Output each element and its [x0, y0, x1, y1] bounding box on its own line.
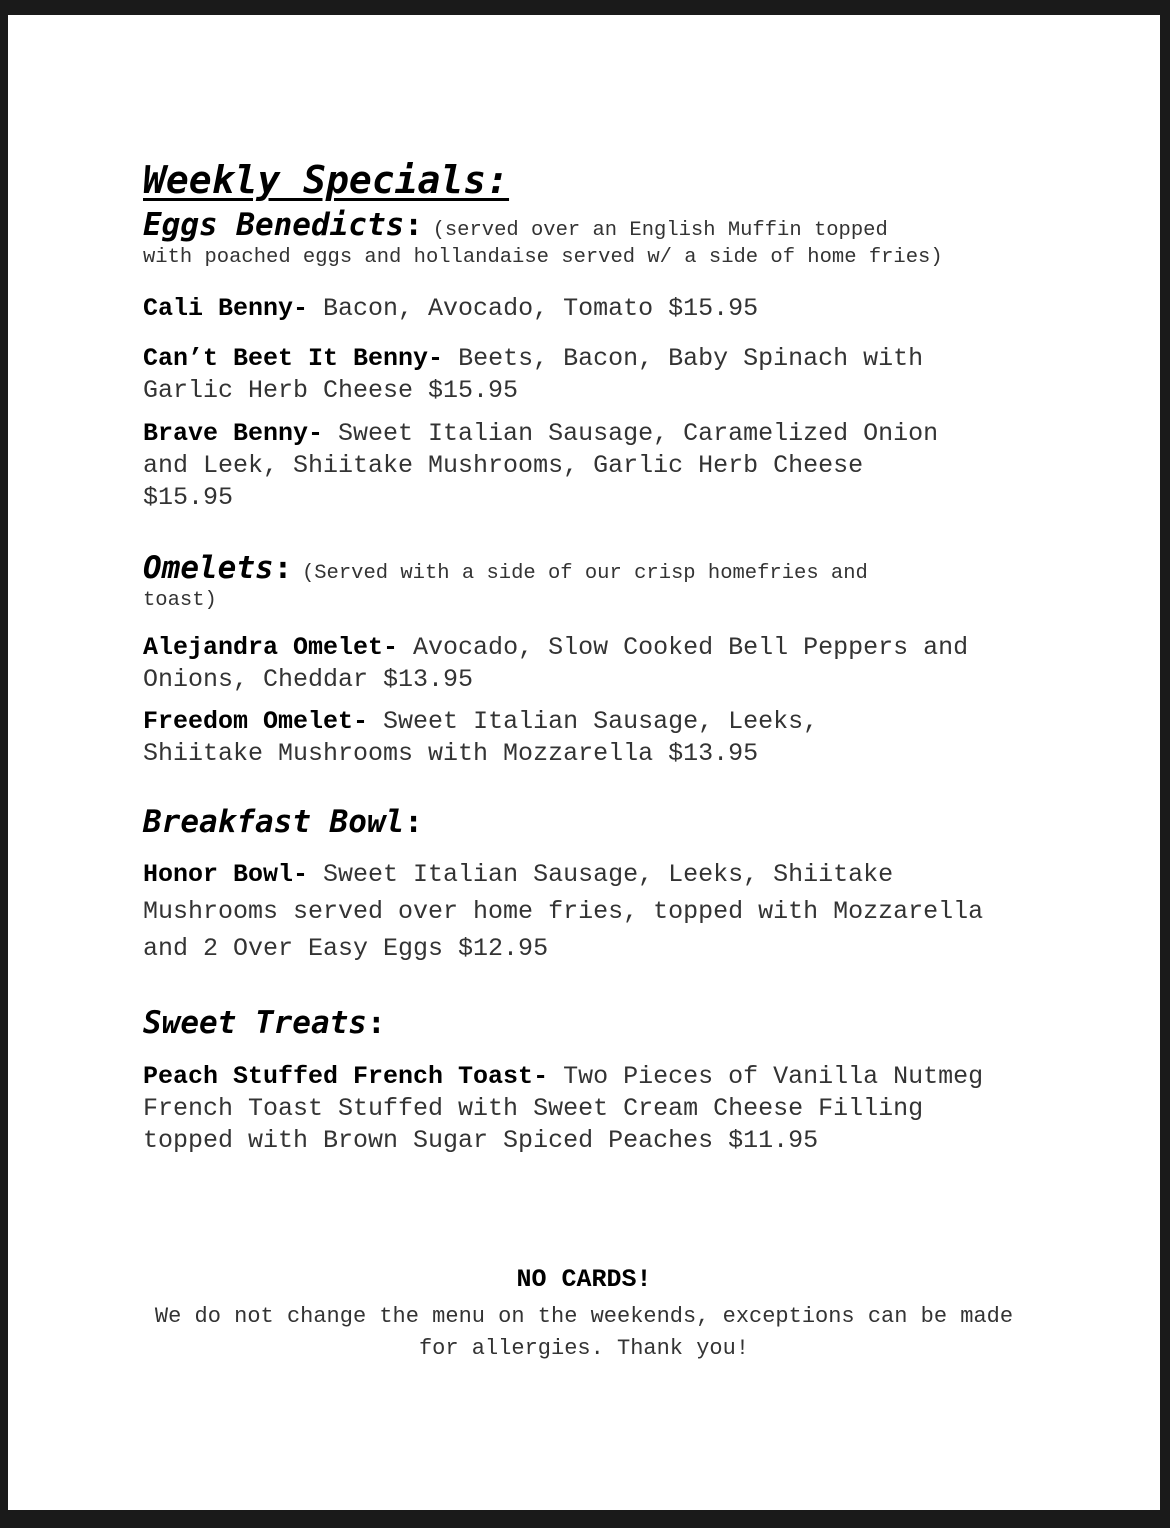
no-cards-notice: NO CARDS! — [516, 1265, 652, 1294]
section-eggs-benedicts — [143, 207, 1023, 514]
menu-content — [143, 155, 1023, 1157]
menu-footer — [8, 1263, 1160, 1365]
section-colon: : — [273, 550, 293, 586]
menu-item-desc: Sweet Italian Sausage, Leeks, Shiitake Mushrooms with Mozzarella $13.95 — [143, 707, 819, 768]
section-note-first: (served over an English Muffin topped — [432, 219, 888, 242]
menu-item-desc: Sweet Italian Sausage, Caramelized Onion and Leek, Shiitake Mushrooms, Garlic Herb Cheese $15.95 — [143, 419, 939, 512]
section-heading — [143, 1005, 1023, 1047]
section-note-first: (Served with a side of our crisp homefries and — [301, 562, 868, 585]
section-title: Eggs Benedicts — [143, 207, 405, 243]
menu-page — [8, 15, 1160, 1510]
menu-item-name: Cali Benny- — [143, 294, 309, 323]
menu-item — [143, 706, 943, 770]
menu-item-desc: Bacon, Avocado, Tomato $15.95 — [308, 294, 759, 323]
menu-item — [143, 632, 1023, 696]
weekend-notice: We do not change the menu on the weekends, exceptions can be made for allergies. Thank you! — [154, 1304, 1014, 1361]
section-title: Sweet Treats — [143, 1005, 367, 1041]
menu-item-desc: Sweet Italian Sausage, Leeks, Shiitake Mushrooms served over home fries, topped with Mozzarella and 2 Over Easy Eggs $12.95 — [143, 860, 984, 963]
section-colon: : — [404, 804, 423, 840]
section-title: Breakfast Bowl — [143, 804, 405, 840]
menu-item — [143, 293, 1023, 325]
section-colon: : — [404, 207, 423, 243]
section-heading — [143, 550, 1023, 592]
section-omelets — [143, 550, 1023, 770]
menu-item-name: Peach Stuffed French Toast- — [143, 1062, 549, 1091]
menu-item — [143, 343, 963, 407]
menu-item-name: Alejandra Omelet- — [143, 633, 399, 662]
section-note-rest: toast) — [143, 589, 217, 612]
menu-item-name: Can’t Beet It Benny- — [143, 344, 444, 373]
section-title: Omelets — [143, 550, 274, 586]
menu-item-desc: Two Pieces of Vanilla Nutmeg French Toast Stuffed with Sweet Cream Cheese Filling topped with Brown Sugar Spiced Peaches $11.95 — [143, 1062, 984, 1155]
menu-item — [143, 418, 963, 514]
menu-item-desc: Beets, Bacon, Baby Spinach with Garlic Herb Cheese $15.95 — [143, 344, 924, 405]
menu-item — [143, 856, 1013, 967]
menu-item — [143, 1061, 1023, 1157]
menu-item-desc: Avocado, Slow Cooked Bell Peppers and Onions, Cheddar $13.95 — [143, 633, 969, 694]
section-sweet-treats — [143, 1005, 1023, 1157]
section-heading — [143, 804, 1023, 846]
section-colon: : — [366, 1005, 386, 1041]
menu-item-name: Honor Bowl- — [143, 860, 309, 889]
menu-item-name: Brave Benny- — [143, 419, 324, 448]
section-note-rest: with poached eggs and hollandaise served w/ a side of home fries) — [143, 246, 943, 269]
section-heading — [143, 207, 1023, 249]
page-title: Weekly Specials: — [143, 158, 510, 202]
menu-item-name: Freedom Omelet- — [143, 707, 369, 736]
section-breakfast-bowl — [143, 804, 1023, 967]
